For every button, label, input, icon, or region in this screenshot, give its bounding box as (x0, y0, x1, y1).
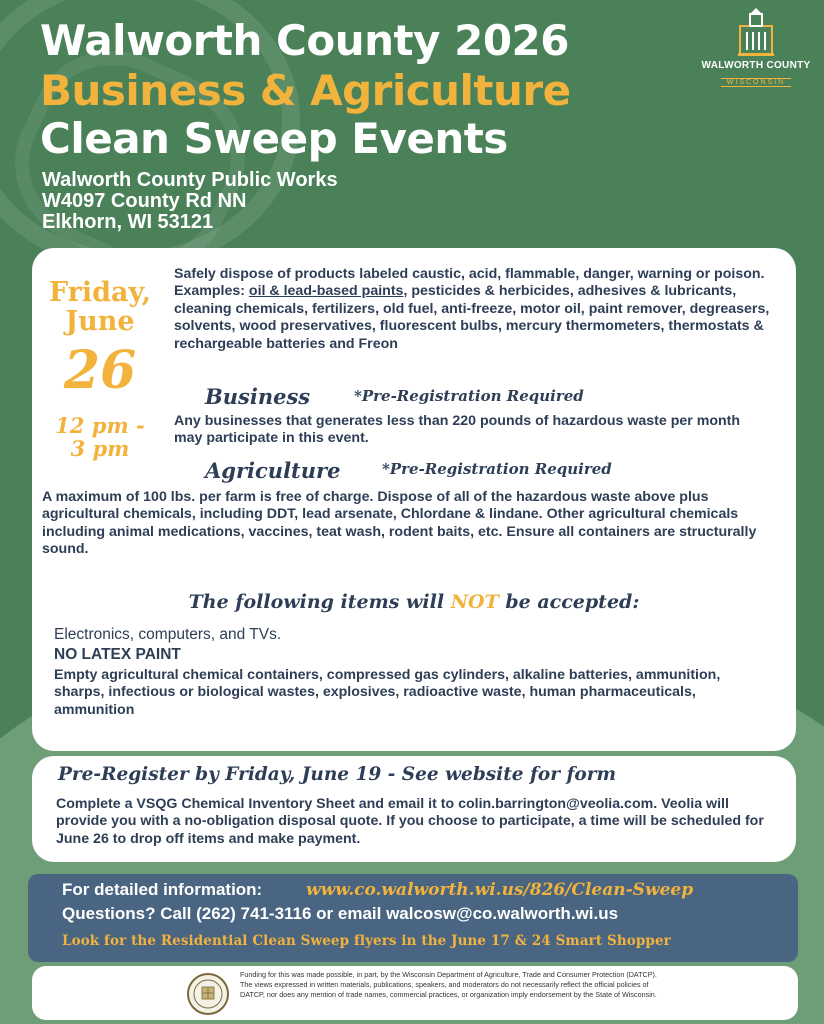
courthouse-icon (736, 8, 776, 58)
event-time-end: 3 pm (70, 436, 130, 461)
event-time (36, 414, 164, 460)
agriculture-registration-note: *Pre-Registration Required (382, 460, 612, 478)
business-description: Any businesses that generates less than 220 pounds of hazardous waste per month may participate in this event. (174, 413, 741, 447)
agriculture-description: A maximum of 100 lbs. per farm is free of charge. Dispose of all of the hazardous waste above plus agricultural chemicals, including DDT, lead arsenate, Chlordane & lindane. Other agricultural chemicals including animal medications, vaccines, teat wash, rodent baits, etc. Ensure all containers are structurally sound. (42, 489, 757, 558)
title-line-2: Business & Agriculture (40, 66, 571, 115)
title-line-3: Clean Sweep Events (40, 114, 508, 163)
event-day (36, 278, 164, 336)
not-accepted-heading-end: be accepted: (498, 591, 640, 613)
not-accepted-heading-start: The following items will (188, 591, 451, 613)
intro-text-end: , pesticides & herbicides, adhesives & lubricants, cleaning chemicals, fertilizers, old fuel, anti-freeze, motor oil, paint remover, degreasers, solvents, wood preservatives, fluorescent bulbs, mercury thermometers, thermostats & rechargeable batteries and Freon (174, 283, 770, 352)
event-day-month: June (65, 306, 135, 337)
address-line: Elkhorn, WI 53121 (42, 211, 214, 233)
logo-state-name: WISCONSIN (721, 78, 791, 87)
title-line-1: Walworth County 2026 (40, 16, 569, 65)
agriculture-heading: Agriculture (205, 458, 341, 483)
business-heading: Business (205, 384, 311, 409)
not-accepted-other-items: Empty agricultural chemical containers, compressed gas cylinders, alkaline batteries, ammunition, sharps, infectious or biological wastes, explosives, radioactive waste, human pharmaceuticals, ammunition (54, 667, 721, 718)
info-website-link[interactable]: www.co.walworth.wi.us/826/Clean-Sweep (306, 880, 694, 900)
walworth-county-logo (696, 8, 816, 92)
info-residential-flyer-note: Look for the Residential Clean Sweep flyers in the June 17 & 24 Smart Shopper (62, 933, 671, 949)
not-accepted-latex-paint: NO LATEX PAINT (54, 646, 181, 663)
address-line: W4097 County Rd NN (42, 190, 247, 212)
wisconsin-seal-icon (186, 972, 230, 1016)
event-day-weekday: Friday, (48, 277, 152, 308)
preregister-instructions: Complete a VSQG Chemical Inventory Sheet and email it to colin.barrington@veolia.com. Veolia will provide you with a no-obligation disposal quote. If you choose to participate, a time will be scheduled for June 26 to drop off items and make payment. (56, 796, 764, 847)
logo-county-name: WALWORTH COUNTY (701, 60, 811, 71)
not-accepted-heading (32, 591, 796, 613)
preregister-title: Pre-Register by Friday, June 19 - See website for form (58, 764, 617, 785)
intro-text-start: Safely dispose of products labeled caustic, acid, flammable, danger, warning or poison. Examples: (174, 266, 765, 300)
info-questions-contact: Questions? Call (262) 741-3116 or email walcosw@co.walworth.wi.us (62, 904, 619, 923)
address-block (42, 170, 338, 233)
not-accepted-electronics: Electronics, computers, and TVs. (54, 626, 282, 643)
event-date-number: 26 (63, 340, 137, 401)
intro-highlight-paints: oil & lead-based paints (248, 283, 404, 300)
accepted-items-intro (174, 266, 774, 353)
info-label: For detailed information: (62, 880, 263, 899)
event-time-start: 12 pm - (55, 413, 145, 438)
business-registration-note: *Pre-Registration Required (354, 387, 584, 405)
not-accepted-heading-highlight: NOT (450, 591, 499, 613)
address-line: Walworth County Public Works (42, 169, 338, 191)
funding-disclaimer: Funding for this was made possible, in part, by the Wisconsin Department of Agriculture, Trade and Consumer Protection (DATCP). The views expressed in written materials, publications, speakers, and moderators do not necessarily reflect the official policies of DATCP, nor does any mention of trade names, commercial practices, or organization imply endorsement by the State of Wisconsin. (240, 970, 657, 999)
